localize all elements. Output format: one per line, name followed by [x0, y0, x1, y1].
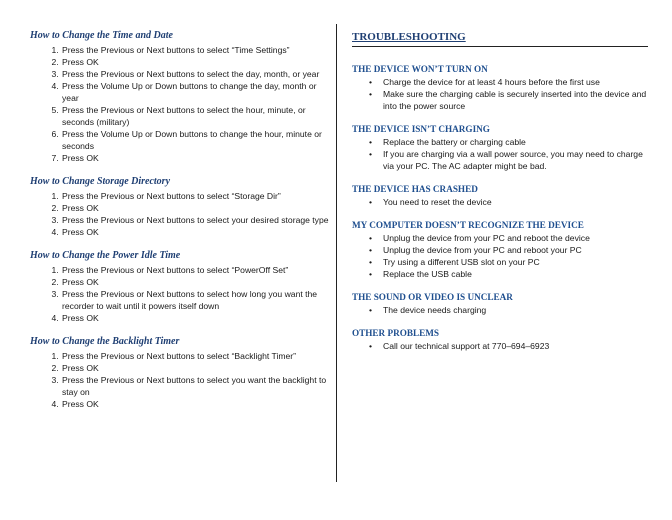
tips-list — [352, 136, 648, 172]
issue-heading: THE DEVICE ISN’T CHARGING — [352, 124, 490, 134]
step-item: 3. Press the Previous or Next buttons to select the day, month, or year — [61, 68, 330, 80]
step-item: 1. Press the Previous or Next buttons to select “PowerOff Set” — [61, 264, 330, 276]
step-item: 2. Press OK — [61, 56, 330, 68]
issue-heading: THE DEVICE HAS CRASHED — [352, 184, 478, 194]
issue-heading: MY COMPUTER DOESN’T RECOGNIZE THE DEVICE — [352, 220, 584, 230]
step-item: 4. Press OK — [61, 312, 330, 324]
tip-item: • Unplug the device from your PC and reboot your PC — [383, 244, 648, 256]
issue-sound-video-unclear — [352, 291, 648, 316]
tip-item: • The device needs charging — [383, 304, 648, 316]
section-title: How to Change the Backlight Timer — [30, 336, 180, 347]
column-divider — [336, 24, 337, 482]
section-power-idle-time — [30, 250, 330, 324]
section-time-date — [30, 30, 330, 164]
tips-list — [352, 196, 648, 208]
tips-list — [352, 76, 648, 112]
step-item: 4. Press the Volume Up or Down buttons to change the day, month or year — [61, 80, 330, 104]
tips-list — [352, 232, 648, 280]
step-item: 4. Press OK — [61, 398, 330, 410]
issue-heading: THE DEVICE WON’T TURN ON — [352, 64, 488, 74]
troubleshooting-title: TROUBLESHOOTING — [352, 30, 648, 47]
step-item: 3. Press the Previous or Next buttons to select how long you want the recorder to wait until it powers itself down — [61, 288, 330, 312]
tip-item: • Replace the USB cable — [383, 268, 648, 280]
step-item: 1. Press the Previous or Next buttons to select “Storage Dir” — [61, 190, 330, 202]
tip-item: • Unplug the device from your PC and reboot the device — [383, 232, 648, 244]
tip-item: • Make sure the charging cable is securely inserted into the device and into the power source — [383, 88, 648, 112]
tip-item: • Try using a different USB slot on your PC — [383, 256, 648, 268]
instructions-column — [30, 30, 330, 422]
tip-item: • Charge the device for at least 4 hours before the first use — [383, 76, 648, 88]
steps-list — [30, 264, 330, 324]
step-item: 2. Press OK — [61, 276, 330, 288]
tip-item: • Replace the battery or charging cable — [383, 136, 648, 148]
step-item: 5. Press the Previous or Next buttons to select the hour, minute, or seconds (military) — [61, 104, 330, 128]
step-item: 1. Press the Previous or Next buttons to select “Time Settings” — [61, 44, 330, 56]
section-backlight-timer — [30, 336, 330, 410]
section-title: How to Change the Power Idle Time — [30, 250, 181, 261]
step-item: 2. Press OK — [61, 362, 330, 374]
step-item: 3. Press the Previous or Next buttons to select your desired storage type — [61, 214, 330, 226]
issue-crashed — [352, 183, 648, 208]
step-item: 4. Press OK — [61, 226, 330, 238]
steps-list — [30, 44, 330, 164]
steps-list — [30, 350, 330, 410]
issue-not-charging — [352, 123, 648, 172]
steps-list — [30, 190, 330, 238]
issue-wont-turn-on — [352, 63, 648, 112]
issue-not-recognized — [352, 219, 648, 280]
tip-item: • If you are charging via a wall power source, you may need to charge via your PC. The AC adapter might be bad. — [383, 148, 648, 172]
step-item: 1. Press the Previous or Next buttons to select “Backlight Timer” — [61, 350, 330, 362]
step-item: 3. Press the Previous or Next buttons to select you want the backlight to stay on — [61, 374, 330, 398]
step-item: 2. Press OK — [61, 202, 330, 214]
section-title: How to Change the Time and Date — [30, 30, 173, 41]
tips-list — [352, 340, 648, 352]
tips-list — [352, 304, 648, 316]
tip-item: • You need to reset the device — [383, 196, 648, 208]
issue-other-problems — [352, 327, 648, 352]
step-item: 7. Press OK — [61, 152, 330, 164]
section-storage-directory — [30, 176, 330, 238]
tip-item: • Call our technical support at 770–694–6923 — [383, 340, 648, 352]
issue-heading: OTHER PROBLEMS — [352, 328, 440, 338]
section-title: How to Change Storage Directory — [30, 176, 171, 187]
step-item: 6. Press the Volume Up or Down buttons to change the hour, minute or seconds — [61, 128, 330, 152]
issue-heading: THE SOUND OR VIDEO IS UNCLEAR — [352, 292, 513, 302]
troubleshooting-column — [352, 30, 648, 363]
